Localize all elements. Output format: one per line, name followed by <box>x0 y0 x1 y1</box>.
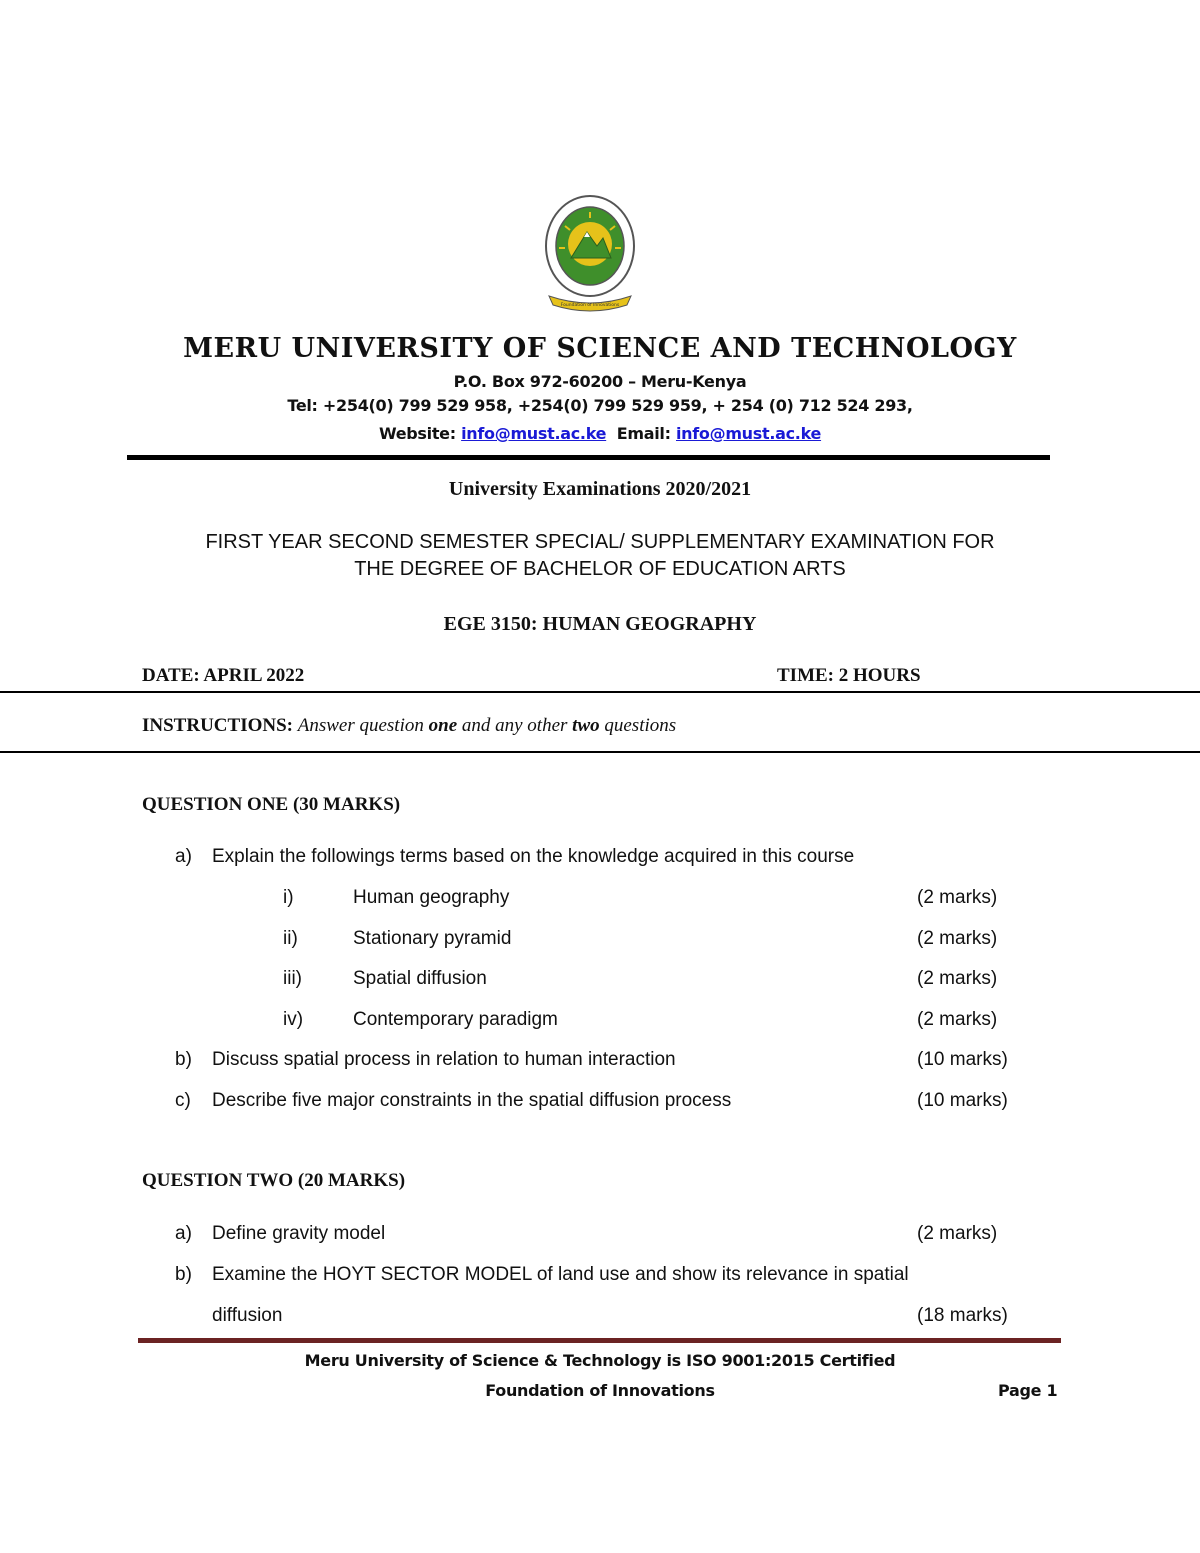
question-one-heading: QUESTION ONE (30 MARKS) <box>142 794 401 815</box>
q1-sub-text: Stationary pyramid <box>353 928 512 949</box>
q1-sub-marks: (2 marks) <box>917 968 998 989</box>
q1-a-label: a) <box>175 846 192 867</box>
logo-motto-text: Foundation of Innovations <box>560 303 620 308</box>
instructions-one: one <box>428 715 458 736</box>
q1-a-text: Explain the followings terms based on the knowledge acquired in this course <box>212 846 855 867</box>
exam-date: DATE: APRIL 2022 <box>142 665 305 686</box>
q1-sub-marks: (2 marks) <box>917 928 998 949</box>
q2-a-text: Define gravity model <box>212 1223 386 1244</box>
instructions <box>142 715 676 737</box>
question-two-heading: QUESTION TWO (20 MARKS) <box>142 1170 406 1191</box>
page-number: Page 1 <box>998 1381 1058 1400</box>
q1-sub-num: iv) <box>283 1009 304 1030</box>
instructions-part2: and any other <box>461 715 568 736</box>
footer-divider <box>138 1338 1061 1343</box>
q1-sub-text: Human geography <box>353 887 510 908</box>
instructions-part1: Answer question <box>297 715 424 736</box>
telephone-numbers: Tel: +254(0) 799 529 958, +254(0) 799 529 959, + 254 (0) 712 524 293, <box>287 396 913 415</box>
q1-sub-marks: (2 marks) <box>917 887 998 908</box>
instructions-divider <box>0 751 1200 753</box>
email-label: Email: <box>616 424 671 443</box>
university-logo <box>535 186 645 314</box>
q1-c-label: c) <box>175 1090 191 1111</box>
header-divider <box>127 455 1050 460</box>
q1-b-text: Discuss spatial process in relation to human interaction <box>212 1049 676 1070</box>
q1-sub-num: ii) <box>283 928 298 949</box>
q1-c-marks: (10 marks) <box>917 1090 1008 1111</box>
q1-sub-num: iii) <box>283 968 302 989</box>
exam-title-line2: THE DEGREE OF BACHELOR OF EDUCATION ARTS <box>354 558 846 580</box>
instructions-two: two <box>572 715 600 736</box>
q2-a-marks: (2 marks) <box>917 1223 998 1244</box>
website-label: Website: <box>378 424 456 443</box>
instructions-part3: questions <box>604 715 677 736</box>
exam-session: University Examinations 2020/2021 <box>448 478 752 500</box>
q1-sub-text: Spatial diffusion <box>353 968 487 989</box>
q1-sub-marks: (2 marks) <box>917 1009 998 1030</box>
exam-time: TIME: 2 HOURS <box>777 665 921 686</box>
q1-b-marks: (10 marks) <box>917 1049 1008 1070</box>
email-link[interactable]: info@must.ac.ke <box>675 424 822 443</box>
website-link[interactable]: info@must.ac.ke <box>461 424 607 443</box>
footer-certification: Meru University of Science & Technology is ISO 9001:2015 Certified <box>304 1351 896 1370</box>
q2-b-marks: (18 marks) <box>917 1305 1008 1326</box>
q1-b-label: b) <box>175 1049 192 1070</box>
instructions-label: INSTRUCTIONS: <box>142 715 293 736</box>
q1-sub-num: i) <box>283 887 294 908</box>
contact-line <box>0 424 1200 443</box>
q2-b-label: b) <box>175 1264 192 1285</box>
q2-a-label: a) <box>175 1223 192 1244</box>
q2-b-text-line1: Examine the HOYT SECTOR MODEL of land use and show its relevance in spatial <box>212 1264 909 1285</box>
date-divider <box>0 691 1200 693</box>
course-title: EGE 3150: HUMAN GEOGRAPHY <box>443 613 757 635</box>
exam-title-line1: FIRST YEAR SECOND SEMESTER SPECIAL/ SUPPLEMENTARY EXAMINATION FOR <box>205 531 995 553</box>
q1-c-text: Describe five major constraints in the spatial diffusion process <box>212 1090 732 1111</box>
footer-motto: Foundation of Innovations <box>485 1381 715 1400</box>
q1-sub-text: Contemporary paradigm <box>353 1009 558 1030</box>
q2-b-text-line2: diffusion <box>212 1305 283 1326</box>
po-box: P.O. Box 972-60200 – Meru-Kenya <box>453 372 747 391</box>
university-name: MERU UNIVERSITY OF SCIENCE AND TECHNOLOGY <box>183 333 1017 364</box>
